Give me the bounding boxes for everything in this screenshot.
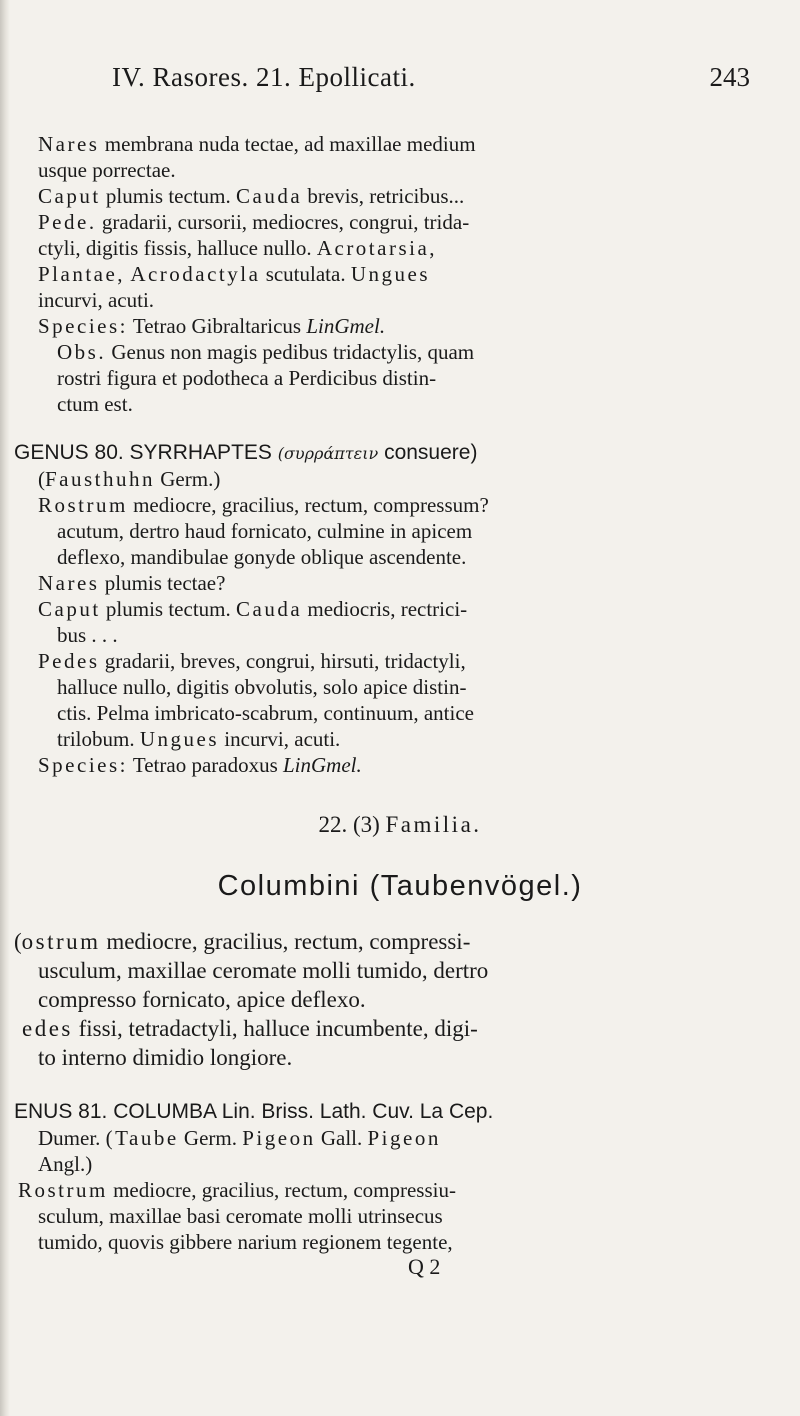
text-line: Plantae, Acrodactyla scutulata. Ungues xyxy=(38,262,430,286)
text-line: ctum est. xyxy=(57,392,133,416)
text-line: (ostrum mediocre, gracilius, rectum, compressi- xyxy=(14,929,471,954)
text-line: deflexo, mandibulae gonyde oblique ascendente. xyxy=(57,545,467,569)
text-line: Species: Tetrao Gibraltaricus LinGmel. xyxy=(38,314,386,338)
text-line: usque porrectae. xyxy=(38,158,176,182)
text-line: Caput plumis tectum. Cauda brevis, retricibus... xyxy=(38,184,465,208)
text-line: Angl.) xyxy=(38,1152,93,1176)
text-line: Pedes gradarii, breves, congrui, hirsuti, tridactyli, xyxy=(38,649,466,673)
page-binding-edge xyxy=(0,0,10,1416)
text-line: Nares plumis tectae? xyxy=(38,571,226,595)
text-line: acutum, dertro haud fornicato, culmine in apicem xyxy=(57,519,473,543)
text-line: rostri figura et podotheca a Perdicibus distin- xyxy=(57,366,437,390)
genus-heading: GENUS 80. SYRRHAPTES (συρράπτειν consuere) xyxy=(14,441,478,464)
text-line: Pede. gradarii, cursorii, mediocres, congrui, trida- xyxy=(38,210,470,234)
text-line: compresso fornicato, apice deflexo. xyxy=(38,987,366,1012)
text-line: halluce nullo, digitis obvolutis, solo apice distin- xyxy=(57,675,467,699)
text-line: Dumer. (Taube Germ. Pigeon Gall. Pigeon xyxy=(38,1126,441,1150)
text-line: trilobum. Ungues incurvi, acuti. xyxy=(57,727,341,751)
text-line: sculum, maxillae basi ceromate molli utrinsecus xyxy=(38,1204,443,1228)
text-line: Species: Tetrao paradoxus LinGmel. xyxy=(38,753,362,777)
text-line: Rostrum mediocre, gracilius, rectum, compressum? xyxy=(38,493,489,517)
genus-heading: ENUS 81. COLUMBA Lin. Briss. Lath. Cuv. La Cep. xyxy=(14,1100,494,1123)
text-line: Nares membrana nuda tectae, ad maxillae medium xyxy=(38,132,476,156)
text-line: Caput plumis tectum. Cauda mediocris, rectrici- xyxy=(38,597,468,621)
text-line: ctyli, digitis fissis, halluce nullo. Acrotarsia, xyxy=(38,236,438,260)
page-number: 243 xyxy=(709,62,750,92)
running-title: IV. Rasores. 21. Epollicati. xyxy=(112,62,416,92)
text-line: Obs. Genus non magis pedibus tridactylis, quam xyxy=(57,340,475,364)
text-line: incurvi, acuti. xyxy=(38,288,155,312)
text-line: bus . . . xyxy=(57,623,118,647)
text-line: edes fissi, tetradactyli, halluce incumbente, digi- xyxy=(22,1016,478,1041)
text-line: tumido, quovis gibbere narium regionem tegente, xyxy=(38,1230,453,1254)
text-line: ctis. Pelma imbricato-scabrum, continuum, antice xyxy=(57,701,474,725)
text-line: to interno dimidio longiore. xyxy=(38,1045,293,1070)
familia-number: 22. (3) Familia. xyxy=(318,812,482,837)
running-header xyxy=(90,62,750,102)
familia-name: Columbini (Taubenvögel.) xyxy=(217,870,583,902)
text-line: Rostrum mediocre, gracilius, rectum, compressiu- xyxy=(18,1178,456,1202)
signature-mark: Q 2 xyxy=(408,1254,441,1279)
text-line: (Fausthuhn Germ.) xyxy=(38,467,221,491)
text-line: usculum, maxillae ceromate molli tumido, dertro xyxy=(38,958,489,983)
